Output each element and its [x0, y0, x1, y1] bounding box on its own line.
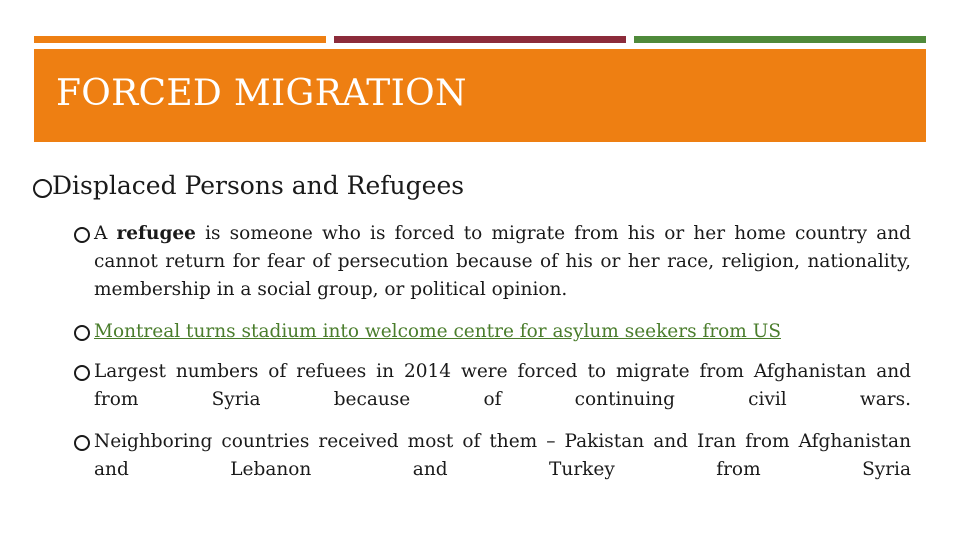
- bullet-refugee-definition: [94, 220, 911, 304]
- accent-bar-maroon: [334, 36, 626, 43]
- bullet-news-link: [94, 318, 911, 346]
- section-heading: Displaced Persons and Refugees: [52, 171, 465, 200]
- accent-bar-orange: [34, 36, 326, 43]
- bullet-icon: [74, 365, 90, 381]
- montreal-stadium-link[interactable]: Montreal turns stadium into welcome centre for asylum seekers from US: [94, 321, 781, 342]
- bullet-icon: [74, 227, 90, 243]
- accent-bar-green: [634, 36, 926, 43]
- bullet-icon: [74, 435, 90, 451]
- heading-bullet-icon: [33, 179, 52, 198]
- bullet-prefix: A: [94, 223, 117, 244]
- bullet-neighboring-countries: Neighboring countries received most of them – Pakistan and Iran from Afghanistan and Lebanon and Turkey from Syria: [94, 431, 911, 480]
- refugee-term: refugee: [116, 223, 196, 244]
- bullet-largest-numbers: Largest numbers of refuees in 2014 were forced to migrate from Afghanistan and from Syria because of continuing civil wars.: [94, 361, 911, 410]
- bullet-icon: [74, 325, 90, 341]
- bullet-text: is someone who is forced to migrate from his or her home country and cannot return for fear of persecution because of his or her race, religion, nationality, membership in a social group, or political opinion.: [94, 223, 911, 300]
- title-band: [34, 49, 926, 142]
- slide-title: FORCED MIGRATION: [56, 73, 467, 114]
